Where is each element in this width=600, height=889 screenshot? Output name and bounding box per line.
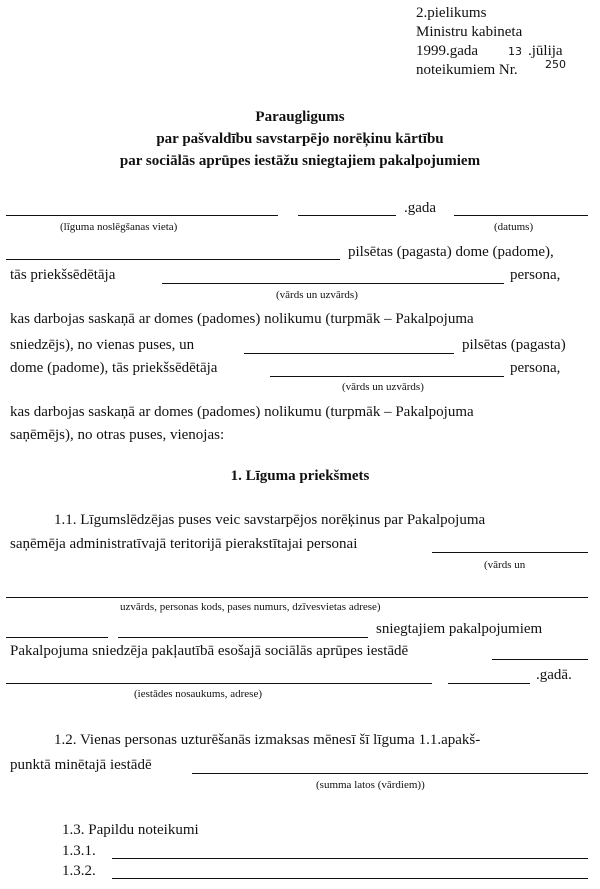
clause-1-3-2-label: 1.3.2. (62, 863, 96, 879)
clause-1-1-line-4: Pakalpojuma sniedzēja pakļautībā esošajā sociālās aprūpes iestādē (10, 643, 409, 659)
annex-number-handwritten: 250 (545, 58, 566, 71)
clause-1-1-year-blank (448, 683, 530, 684)
clause-1-3-heading: 1.3. Papildu noteikumi (62, 822, 199, 838)
date-blank (454, 215, 588, 216)
party2-municipality-blank (244, 353, 454, 354)
clause-1-3-2-blank (112, 878, 588, 879)
clause-1-3-1-label: 1.3.1. (62, 843, 96, 859)
clause-1-1-caption-3: (iestādes nosaukums, adrese) (134, 688, 262, 700)
clause-1-1-institution-blank-a (492, 659, 588, 660)
clause-1-2-caption: (summa latos (vārdiem)) (316, 779, 425, 791)
party1-statute-line-2: sniedzējs), no vienas puses, un (10, 337, 195, 353)
year-blank (298, 215, 396, 216)
clause-1-1-person-details-blank (6, 597, 588, 598)
party2-council-label: pilsētas (pagasta) (462, 337, 566, 353)
party2-persona-text: persona, (510, 360, 561, 376)
clause-1-1-line-1: 1.1. Līgumslēdzējas puses veic savstarpējos norēķinus par Pakalpojuma (54, 512, 486, 528)
party1-chair-text: tās priekšsēdētāja (10, 267, 116, 283)
gada-label: .gada (404, 200, 437, 216)
title-line-3: par sociālās aprūpes iestāžu sniegtajiem pakalpojumiem (119, 153, 481, 169)
clause-1-2-line-2: punktā minētajā iestādē (10, 757, 152, 773)
party1-council-text: pilsētas (pagasta) dome (padome), (348, 244, 554, 260)
clause-1-1-line-3: sniegtajiem pakalpojumiem (376, 621, 543, 637)
party2-name-blank (270, 376, 504, 377)
annex-line-2: Ministru kabineta (416, 24, 523, 40)
clause-1-1-blank-b (118, 637, 368, 638)
place-blank (6, 215, 278, 216)
clause-1-3-1-blank (112, 858, 588, 859)
section-1-heading: 1. Līguma priekšmets (230, 468, 370, 484)
annex-line-3-month: .jūlija (528, 43, 563, 59)
clause-1-1-institution-blank-b (6, 683, 432, 684)
title-line-1: Paraugligums (255, 109, 345, 125)
party1-persona-text: persona, (510, 267, 561, 283)
date-caption: (datums) (494, 221, 534, 233)
party1-statute-line-1: kas darbojas saskaņā ar domes (padomes) nolikumu (turpmāk – Pakalpojuma (10, 311, 474, 327)
party1-name-blank (162, 283, 504, 284)
clause-1-2-amount-blank (192, 773, 588, 774)
clause-1-1-caption-1: (vārds un (484, 559, 526, 571)
clause-1-1-blank-a (6, 637, 108, 638)
clause-1-1-line-2: saņēmēja administratīvajā teritorijā pierakstītajai personai (10, 536, 358, 552)
party2-statute-line-2: saņēmējs), no otras puses, vienojas: (10, 427, 225, 443)
annex-line-1: 2.pielikums (416, 5, 487, 21)
annex-day-handwritten: 13 (508, 45, 522, 58)
clause-1-2-line-1: 1.2. Vienas personas uzturēšanās izmaksas mēnesī šī līguma 1.1.apakš- (54, 732, 481, 748)
party2-name-caption: (vārds un uzvārds) (342, 381, 424, 393)
title-line-2: par pašvaldību savstarpējo norēķinu kārtību (156, 131, 444, 147)
clause-1-1-gada: .gadā. (536, 667, 572, 683)
clause-1-1-caption-2: uzvārds, personas kods, pases numurs, dzīvesvietas adrese) (120, 601, 381, 613)
party1-municipality-blank (6, 259, 340, 260)
party2-statute-line-1: kas darbojas saskaņā ar domes (padomes) nolikumu (turpmāk – Pakalpojuma (10, 404, 474, 420)
party1-name-caption: (vārds un uzvārds) (276, 289, 358, 301)
annex-line-4-prefix: noteikumiem Nr. (416, 62, 518, 78)
annex-line-3-prefix: 1999.gada (416, 43, 479, 59)
place-caption: (līguma noslēgšanas vieta) (60, 221, 178, 233)
clause-1-1-person-blank (432, 552, 588, 553)
party2-chair-text: dome (padome), tās priekšsēdētāja (10, 360, 218, 376)
